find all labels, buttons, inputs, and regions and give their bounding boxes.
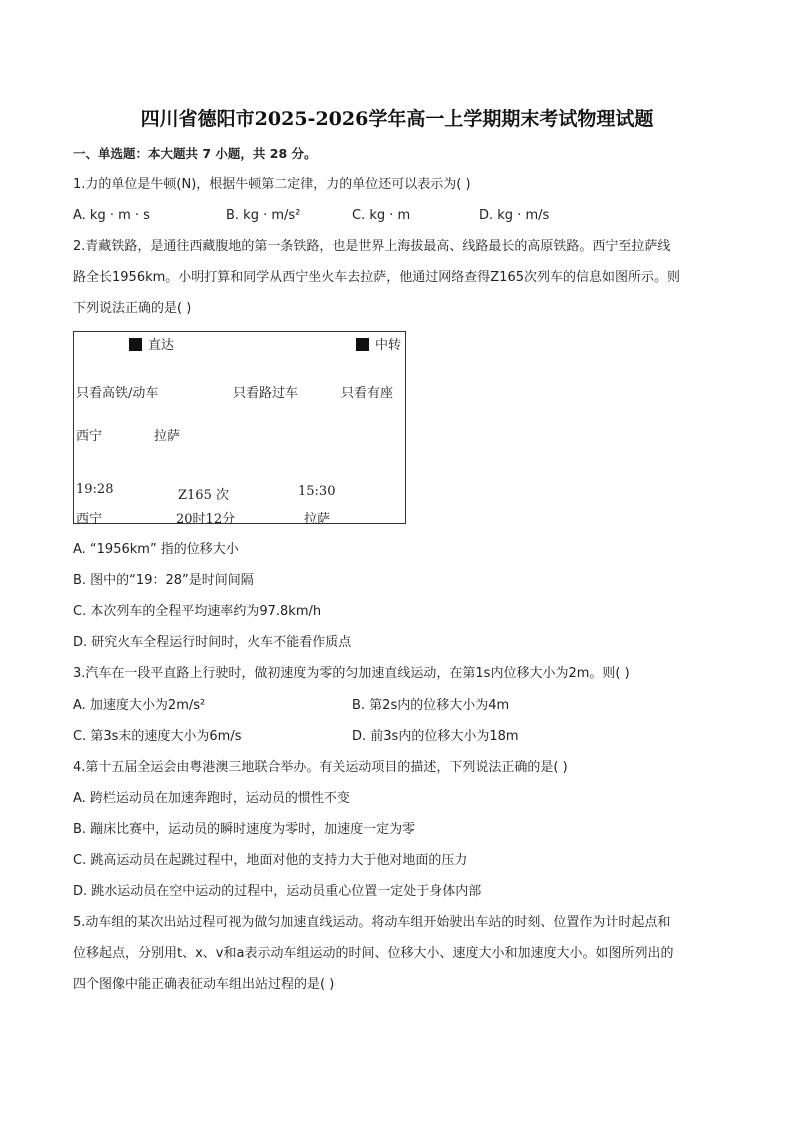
question-1-stem: 1.力的单位是牛顿(N)，根据牛顿第二定律，力的单位还可以表示为( ) [73, 177, 471, 192]
direct-tab: 直达 [129, 334, 174, 353]
depart-time: 19:28 [76, 482, 114, 497]
question-5-line-2: 位移起点，分别用t、x、v和a表示动车组运动的时间、位移大小、速度大小和加速度大小。如图所列出的 [73, 946, 674, 961]
q4-option-c: C. 跳高运动员在起跳过程中，地面对他的支持力大于他对地面的压力 [73, 853, 468, 868]
q2-option-d: D. 研究火车全程运行时间时，火车不能看作质点 [73, 635, 352, 650]
question-5-line-1: 5.动车组的某次出站过程可视为做匀加速直线运动。将动车组开始驶出车站的时刻、位置作为计时起点和 [73, 915, 671, 930]
q3-option-b: B. 第2s内的位移大小为4m [352, 698, 510, 713]
question-2-line-1: 2.青藏铁路，是通往西藏腹地的第一条铁路，也是世界上海拔最高、线路最长的高原铁路。西宁至拉萨线 [73, 239, 671, 254]
from-station: 西宁 [76, 429, 103, 444]
question-4-stem: 4.第十五届全运会由粤港澳三地联合举办。有关运动项目的描述，下列说法正确的是( ) [73, 760, 568, 775]
q2-option-c: C. 本次列车的全程平均速率约为97.8km/h [73, 604, 322, 619]
q2-option-a: A. “1956km” 指的位移大小 [73, 542, 239, 557]
duration: 20时12分 [176, 512, 236, 527]
depart-station: 西宁 [76, 512, 103, 527]
q2-option-b: B. 图中的“19：28”是时间间隔 [73, 573, 254, 588]
arrive-station: 拉萨 [304, 512, 331, 527]
q4-option-a: A. 跨栏运动员在加速奔跑时，运动员的惯性不变 [73, 791, 350, 806]
filter-highspeed: 只看高铁/动车 [76, 386, 159, 401]
q4-option-d: D. 跳水运动员在空中运动的过程中，运动员重心位置一定处于身体内部 [73, 884, 482, 899]
page-title: 四川省德阳市2025-2026学年高一上学期期末考试物理试题 [140, 108, 654, 130]
train-number: Z165 次 [178, 488, 229, 503]
q1-option-c: C. kg · m [352, 208, 411, 223]
question-3-stem: 3.汽车在一段平直路上行驶时，做初速度为零的匀加速直线运动，在第1s内位移大小为2m。则( ) [73, 666, 630, 681]
section-heading: 一、单选题：本大题共 7 小题，共 28 分。 [73, 146, 317, 161]
q3-option-c: C. 第3s末的速度大小为6m/s [73, 729, 242, 744]
q3-option-d: D. 前3s内的位移大小为18m [352, 729, 519, 744]
filter-with-seat: 只看有座 [341, 386, 394, 401]
arrive-time: 15:30 [298, 484, 336, 499]
q3-option-a: A. 加速度大小为2m/s² [73, 698, 206, 713]
q1-option-d: D. kg · m/s [479, 208, 550, 223]
transfer-tab: 中转 [356, 334, 401, 353]
q4-option-b: B. 蹦床比赛中，运动员的瞬时速度为零时，加速度一定为零 [73, 822, 416, 837]
question-5-line-3: 四个图像中能正确表征动车组出站过程的是( ) [73, 977, 335, 992]
to-station: 拉萨 [154, 429, 181, 444]
square-icon [129, 338, 142, 351]
square-icon [356, 338, 369, 351]
q1-option-b: B. kg · m/s² [226, 208, 301, 223]
question-2-line-2: 路全长1956km。小明打算和同学从西宁坐火车去拉萨，他通过网络查得Z165次列车的信息如图所示。则 [73, 270, 680, 285]
q1-option-a: A. kg · m · s [73, 208, 150, 223]
filter-pass-through: 只看路过车 [233, 386, 299, 401]
question-2-line-3: 下列说法正确的是( ) [73, 301, 192, 316]
train-ticket-figure [73, 331, 406, 527]
